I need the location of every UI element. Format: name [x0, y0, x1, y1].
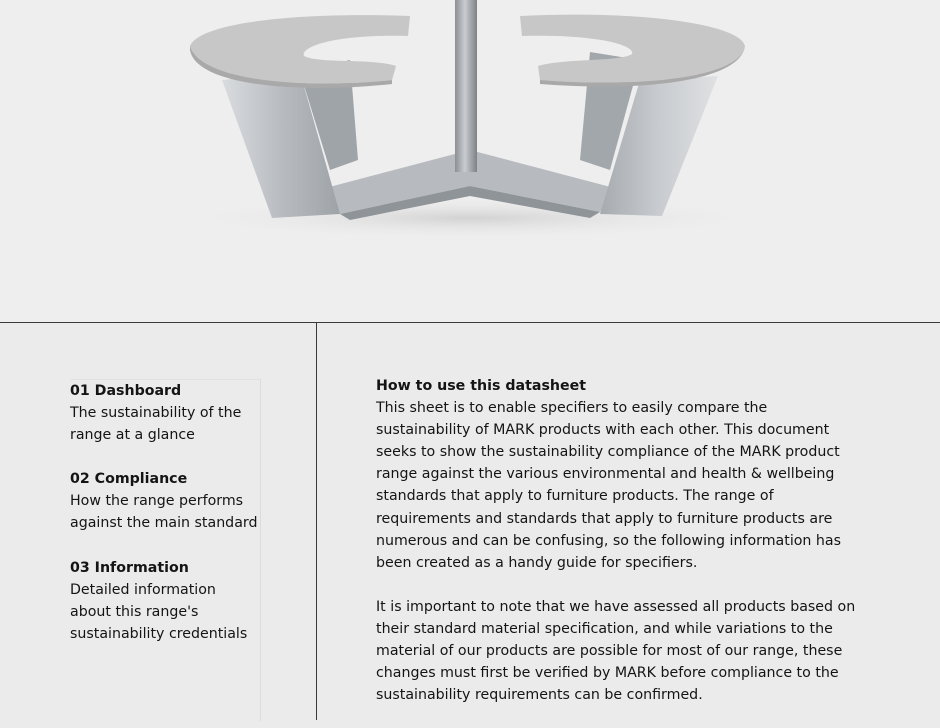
datasheet-intro — [376, 375, 858, 728]
toc-item-desc: Detailed information about this range's sustainability credentials — [70, 581, 248, 642]
toc-item-desc: The sustainability of the range at a glance — [70, 405, 242, 444]
toc-item-title: 02 Compliance — [70, 471, 188, 488]
horizontal-divider — [0, 322, 940, 323]
toc-item-dashboard[interactable] — [70, 380, 260, 446]
bench-illustration — [0, 0, 940, 322]
vertical-divider — [316, 323, 317, 720]
note-paragraph: It is important to note that we have assessed all products based on their standard material specification, and while variations to the material of our products are possible for most of our range, these changes must first be verified by MARK before compliance to the sustainability requirements can be confirmed. — [376, 598, 856, 704]
toc-item-compliance[interactable] — [70, 468, 260, 534]
toc-item-information[interactable] — [70, 557, 260, 645]
section-heading: How to use this datasheet — [376, 378, 587, 394]
toc-item-title: 03 Information — [70, 559, 189, 576]
toc-item-desc: How the range performs against the main standard — [70, 493, 258, 532]
hero-product-image — [0, 0, 940, 322]
toc-item-title: 01 Dashboard — [70, 383, 182, 399]
intro-paragraph: This sheet is to enable specifiers to easily compare the sustainability of MARK products with each other. This document seeks to show the sustainability compliance of the MARK product range against the various environmental and health & wellbeing standards that apply to furniture products. The range of requirements and standards that apply to furniture products are numerous and can be confusing, so the following information has been created as a handy guide for specifiers. — [376, 400, 842, 571]
table-of-contents — [70, 379, 261, 721]
